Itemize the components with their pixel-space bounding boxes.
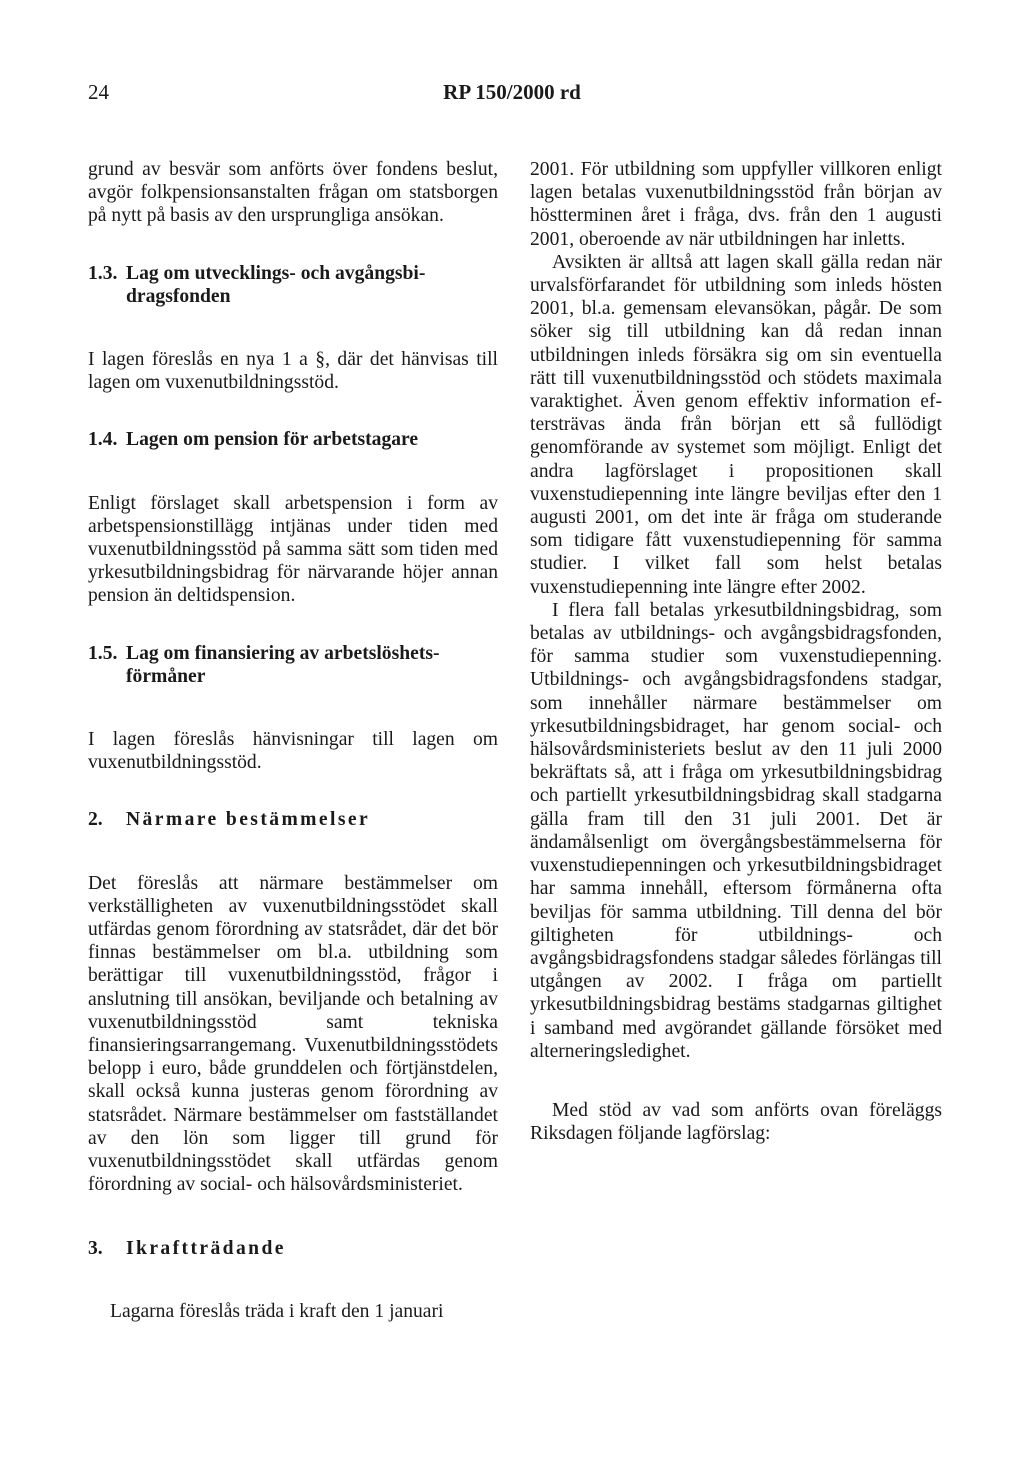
intro-paragraph: grund av besvär som anförts över fondens beslut, avgör folkpensionsanstalten frågan om statsborgen på nytt på basis av den ursprungliga ansökan. — [88, 159, 498, 227]
section-number: 1.4. — [88, 429, 118, 451]
right-paragraph-3: I flera fall betalas yrkesutbildningsbidrag, som betalas av utbildnings- och avgångsbidragsfonden, för samma studier som vuxenstudiepenning. Utbildnings- och avgångsbidragsfondens stadgar, som innehåller närmare bestämmelser om yrkesutbildningsbidraget, har genom social- och hälsovårdsministeriets beslut av den 11 juli 2000 bekräftats så, att i fråga om yrkesutbildningsbidrag och partiellt yrkesutbildningsbidrag skall stadgarna gälla fram till den 31 juli 2001. Det är ändamålsenligt om övergångsbestämmelserna för vuxenstudiepenningen och yrkesutbildningsbidraget har samma innehåll, eftersom förmånerna ofta beviljas för samma utbildning. Till denna del bör giltigheten för utbildnings- och avgångsbidragsfondens stadgar således förlängas till utgången av 2002. I fråga om partiellt yrkesutbildningsbidrag bestäms stadgarnas giltighet i samband med avgörandet gällande försöket med alterneringsledighet. — [530, 599, 942, 1062]
document-id: RP 150/2000 rd — [443, 80, 581, 104]
section-title: Lagen om pension för arbetstagare — [126, 429, 419, 451]
section-number: 3. — [88, 1237, 103, 1259]
section-1-3-body: I lagen föreslås en nya 1 a §, där det hänvisas till lagen om vuxenutbildningsstöd. — [88, 349, 498, 394]
section-number: 1.3. — [88, 262, 118, 284]
section-2-body: Det föreslås att närmare bestämmelser om verkställigheten av vuxenutbildningsstödet skall utfärdas genom förordning av statsrådet, där det bör finnas bestämmelser om bl.a. utbildning som berättigar till vuxenutbildningsstöd, frågor i anslutning till ansökan, beviljande och betalning av vuxenutbildningsstöd samt tekniska finansieringsarrangemang. Vuxenutbildningsstödets belopp i euro, både grunddelen och förtjänstdelen, skall också kunna justeras genom förordning av statsrådet. Närmare bestämmelser om fastställandet av den lön som ligger till grund för vuxenutbildningsstödet skall utfärdas genom förordning av social- och hälsovårdsministeriet. — [88, 872, 498, 1196]
right-column — [530, 158, 942, 1145]
section-title: Närmare bestämmelser — [126, 809, 371, 831]
section-number: 1.5. — [88, 642, 118, 664]
right-paragraph-2: Avsikten är alltså att lagen skall gälla redan när urvalsförfarandet för utbildning som inleds hösten 2001, bl.a. gemensam elevansökan, pågår. De som söker sig till utbildning kan då redan innan utbildningen inleds försäkra sig om sin eventuella rätt till vuxenutbildningsstöd och stödets maximala varaktighet. Även genom effektiv information eftersträvas ända från början ett så fullödigt genomförande av systemet som möjligt. Enligt det andra lagförslaget i propositionen skall vuxenstudiepenning inte längre beviljas efter den 1 augusti 2001, om det inte är fråga om studerande som tidigare fått vuxenstudiepenning för samma studier. I vilket fall som helst betalas vuxenstudiepenning inte längre efter 2002. — [530, 251, 942, 598]
section-number: 2. — [88, 809, 103, 831]
section-1-5-body: I lagen föreslås hänvisningar till lagen om vuxenutbildningsstöd. — [88, 729, 498, 774]
section-title: Ikraftträdande — [126, 1237, 286, 1259]
section-1-3-heading — [88, 262, 498, 308]
section-1-4-heading — [88, 428, 498, 451]
section-1-5-heading — [88, 642, 498, 688]
section-3-heading — [88, 1237, 498, 1260]
section-title: Lag om utvecklings- och avgångsbidragsfonden — [126, 262, 426, 307]
section-title: Lag om finansiering av arbetslöshetsförmåner — [126, 642, 440, 687]
section-2-heading — [88, 808, 498, 831]
right-paragraph-1: 2001. För utbildning som uppfyller villkoren enligt lagen betalas vuxenutbildningsstöd från början av höstterminen året i fråga, dvs. från den 1 augusti 2001, oberoende av när utbildningen har inletts. — [530, 159, 942, 250]
page-number: 24 — [88, 80, 109, 104]
closing-paragraph: Med stöd av vad som anförts ovan föreläggs Riksdagen följande lagförslag: — [530, 1099, 942, 1145]
section-1-4-body: Enligt förslaget skall arbetspension i form av arbetspensionstillägg intjänas under tiden med vuxenutbildningsstöd på samma sätt som tiden med yrkesutbildningsbidrag för närvarande höjer annan pension än deltidspension. — [88, 492, 498, 607]
section-3-body: Lagarna föreslås träda i kraft den 1 januari — [110, 1300, 444, 1322]
left-column — [88, 158, 498, 1323]
